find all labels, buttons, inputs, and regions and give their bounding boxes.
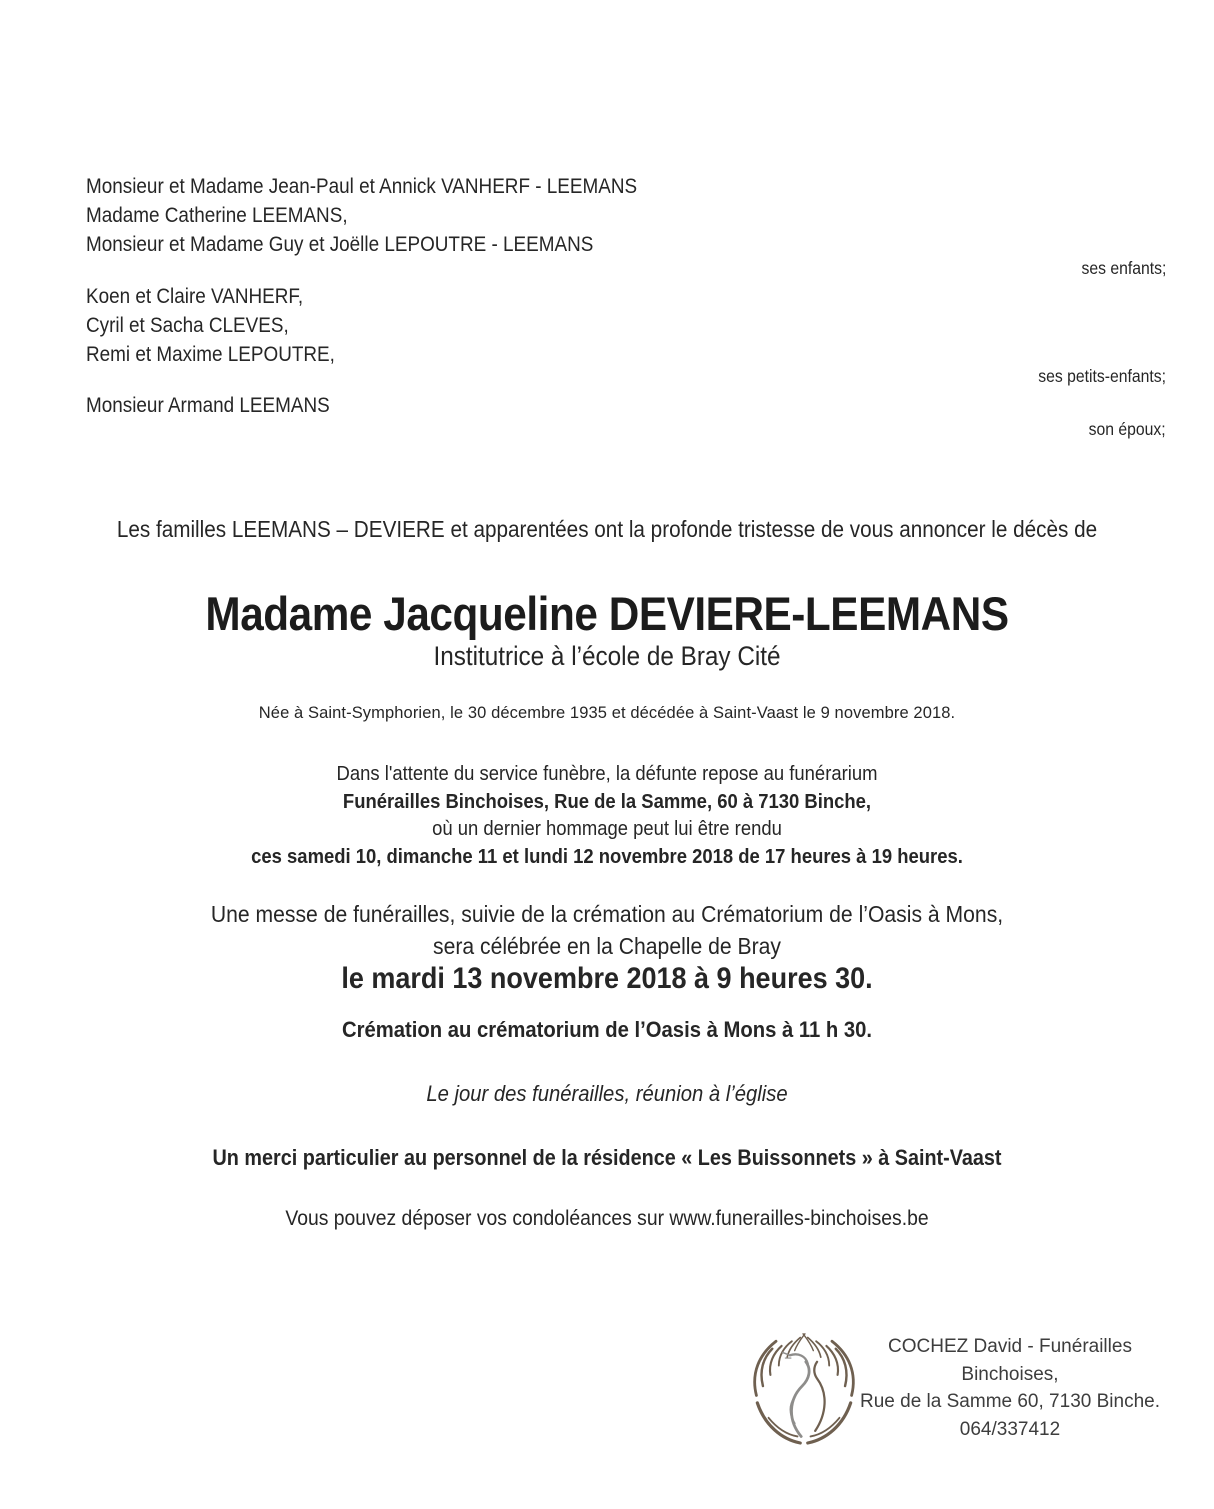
children-relation-label: ses enfants; — [1081, 258, 1166, 278]
birth-death-line: Née à Saint-Symphorien, le 30 décembre 1935 et décédée à Saint-Vaast le 9 novembre 2018. — [258, 704, 956, 722]
children-name-line: Madame Catherine LEEMANS, — [86, 204, 348, 227]
grandchild-name-line: Cyril et Sacha CLEVES, — [86, 314, 289, 337]
mass-line: sera célébrée en la Chapelle de Bray — [432, 933, 782, 959]
children-names-block — [86, 172, 637, 259]
condolences-line: Vous pouvez déposer vos condoléances sur www.funerailles-binchoises.be — [285, 1206, 929, 1230]
repose-line: où un dernier hommage peut lui être rendu — [432, 817, 782, 840]
funeral-home-contact-block — [840, 1333, 1180, 1443]
funeral-home-address: Rue de la Samme 60, 7130 Binche. — [860, 1391, 1160, 1412]
children-name-line: Monsieur et Madame Jean-Paul et Annick VANHERF - LEEMANS — [86, 175, 638, 198]
children-name-line: Monsieur et Madame Guy et Joëlle LEPOUTRE - LEEMANS — [86, 233, 594, 256]
funeral-date-line: le mardi 13 novembre 2018 à 9 heures 30. — [341, 962, 873, 995]
mass-block — [61, 898, 1154, 962]
repose-line: Dans l'attente du service funèbre, la défunte repose au funérarium — [336, 762, 878, 785]
funeral-home-name: COCHEZ David - Funérailles Binchoises, — [888, 1336, 1132, 1385]
mass-line: Une messe de funérailles, suivie de la crémation au Crématorium de l’Oasis à Mons, — [210, 901, 1004, 927]
repose-block — [61, 760, 1154, 870]
thanks-line: Un merci particulier au personnel de la résidence « Les Buissonnets » à Saint-Vaast — [212, 1145, 1002, 1170]
funeral-home-phone: 064/337412 — [959, 1418, 1061, 1440]
repose-funeral-home-line: Funérailles Binchoises, Rue de la Samme, 60 à 7130 Binche, — [342, 789, 872, 813]
spouse-name-line: Monsieur Armand LEEMANS — [86, 394, 330, 417]
announcement-sentence: Les familles LEEMANS – DEVIERE et apparentées ont la profonde tristesse de vous annoncer le décès de — [116, 516, 1098, 542]
spouse-relation-label: son époux; — [1088, 419, 1166, 439]
grandchildren-relation-label: ses petits-enfants; — [1038, 366, 1166, 386]
deceased-profession: Institutrice à l’école de Bray Cité — [433, 641, 781, 671]
grandchildren-names-block — [86, 282, 335, 369]
meeting-line: Le jour des funérailles, réunion à l’église — [426, 1081, 788, 1106]
cremation-line: Crémation au crématorium de l’Oasis à Mons à 11 h 30. — [341, 1017, 873, 1042]
deceased-name: Madame Jacqueline DEVIERE-LEEMANS — [205, 587, 1009, 640]
phoenix-bird — [783, 1352, 810, 1436]
grandchild-name-line: Remi et Maxime LEPOUTRE, — [86, 343, 335, 366]
repose-visiting-hours-line: ces samedi 10, dimanche 11 et lundi 12 novembre 2018 de 17 heures à 19 heures. — [251, 844, 963, 868]
grandchild-name-line: Koen et Claire VANHERF, — [86, 285, 304, 308]
phoenix-wings — [755, 1334, 854, 1443]
